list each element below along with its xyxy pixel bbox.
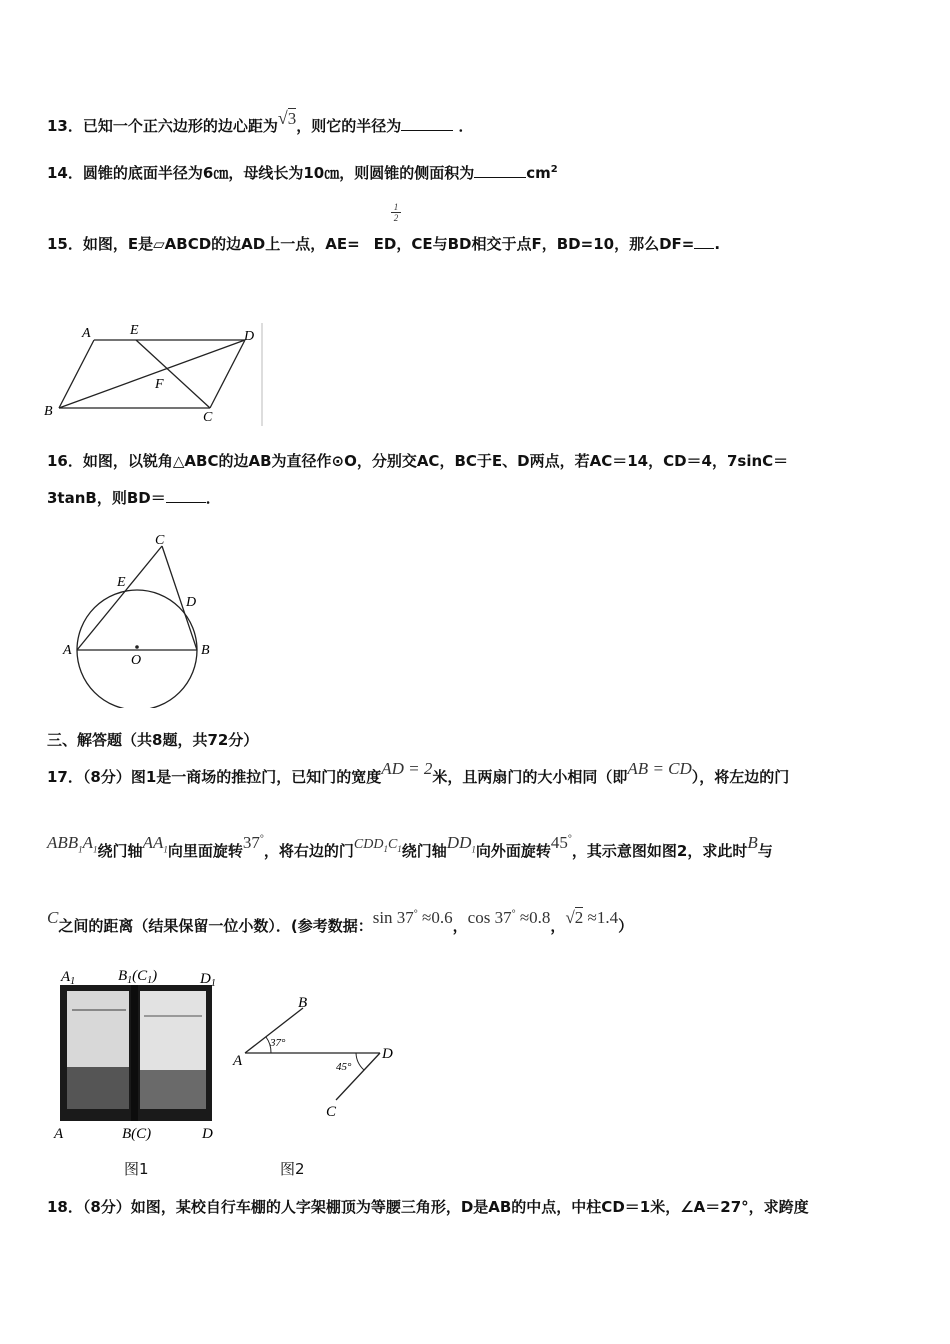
q17-score: （8分） [82,768,131,786]
ad-equation: AD = 2 [381,759,433,778]
sqrt2-reference: √2 ≈1.4 [565,908,619,927]
question-15: 15．如图，E是▱ABCD的边AD上一点，AE= ED，CE与BD相交于点F，BD=10，那么DF= . [47,235,721,253]
side-ac [77,546,162,650]
answer-blank[interactable] [166,502,206,503]
parallelogram-figure [40,318,265,428]
angle-label-45: 45° [336,1061,352,1073]
q13-text-a: 已知一个正六边形的边心距为 [82,117,278,135]
angle-37: 37° [242,833,264,852]
answer-blank[interactable] [694,248,714,249]
q16-number: 16． [47,452,83,470]
label-d: D [202,1126,213,1142]
answer-blank[interactable] [474,177,526,178]
caption-figure-1: 图1 [124,1160,149,1178]
question-18 [47,1196,809,1217]
question-14: 14．圆锥的底面半径为6㎝，母线长为10㎝，则圆锥的侧面积为 $cm^2$ [47,164,558,182]
fraction-half: 1 2 [391,202,401,223]
angle-label-37: 37° [270,1037,286,1049]
label-d1: $D_1$ [200,971,216,989]
question-17-line2: $ABB_1A_1$绕门轴$AA_1$向里面旋转37°，将右边的门$CDD_1C_1$绕门轴$DD_1$向外面旋转45°，其示意图如图2，求此时B与 [47,833,773,860]
label-b: B [201,643,210,658]
label-d: D [382,1046,393,1062]
q17-number: 17． [47,768,83,786]
q15-number: 15． [47,235,83,253]
q15-text-b: ED，CE与BD相交于点F，BD=10，那么DF= [373,235,695,253]
question-17-line1: 17．（8分）图1是一商场的推拉门，已知门的宽度AD = 2米，且两扇门的大小相同（即AB = CD），将左边的门 [47,759,790,786]
segment-bd [59,340,245,408]
door-schematic [230,985,410,1120]
q18-text: （8分）如图，某校自行车棚的人字架棚顶为等腰三角形，D是AB的中点，中柱CD＝1米，∠A＝27°，求跨度 [82,1198,809,1216]
sqrt3-expression: √3 [277,108,297,128]
q15-text-a: 如图，E是▱ABCD的边AD上一点，AE= [82,235,360,253]
label-a: A [82,326,91,341]
axis-aa1: $AA_1$ [142,833,168,855]
label-c: C [155,533,165,548]
door-photo-labels [52,962,232,1147]
label-d: D [244,329,255,344]
label-c: C [203,410,213,425]
label-a1: $A_1$ [61,969,76,987]
label-e: E [130,323,139,338]
label-d: D [186,595,197,610]
door-left: $ABB_1A_1$ [47,833,98,855]
sin-reference: sin 37° ≈0.6 [372,908,453,927]
question-17-line3: C之间的距离（结果保留一位小数）．(参考数据：sin 37° ≈0.6，cos 37° ≈0.8，√2 ≈1.4） [47,908,634,935]
axis-dd1: $DD_1$ [446,833,476,855]
question-16-line2: 3tanB，则BD＝ ． [47,489,221,507]
label-b: B [298,995,308,1011]
q16-line1: 如图，以锐角△ABC的边AB为直径作⊙O，分别交AC，BC于E、D两点，若AC＝14，CD＝4，7sinC＝ [82,452,789,470]
ab-equation: AB = CD [627,759,692,778]
circle-o [77,590,197,708]
cos-reference: cos 37° ≈0.8 [467,908,551,927]
caption-figure-2: 图2 [280,1160,305,1178]
circle-triangle-figure [55,528,225,708]
q14-text: 圆锥的底面半径为6㎝，母线长为10㎝，则圆锥的侧面积为 [82,164,475,182]
angle-45: 45° [550,833,572,852]
door-right: $CDD_1C_1$ [353,837,402,854]
question-16-line1 [47,450,788,471]
label-e: E [117,575,126,590]
section-heading: 三、解答题（共8题，共72分） [47,731,259,749]
label-c: C [326,1104,337,1120]
q13-text-b: ，则它的半径为 [296,117,402,135]
label-o: O [131,653,142,668]
label-b: B [44,404,53,419]
q18-number: 18． [47,1198,83,1216]
angle-arc-45 [356,1053,364,1070]
q14-number: 14． [47,164,83,182]
label-b1c1: $B_1(C_1)$ [118,968,158,986]
segment-ec [136,340,210,408]
label-bc: B(C) [122,1126,152,1142]
label-a: A [54,1126,64,1142]
center-o [135,645,139,649]
answer-blank[interactable] [401,130,453,131]
label-a: A [233,1053,243,1069]
question-13: 13．已知一个正六边形的边心距为√3，则它的半径为 ． [47,108,474,135]
q13-number: 13． [47,117,83,135]
label-f: F [155,377,164,392]
q16-line2: 3tanB，则BD＝ [47,489,166,507]
label-a: A [63,643,72,658]
